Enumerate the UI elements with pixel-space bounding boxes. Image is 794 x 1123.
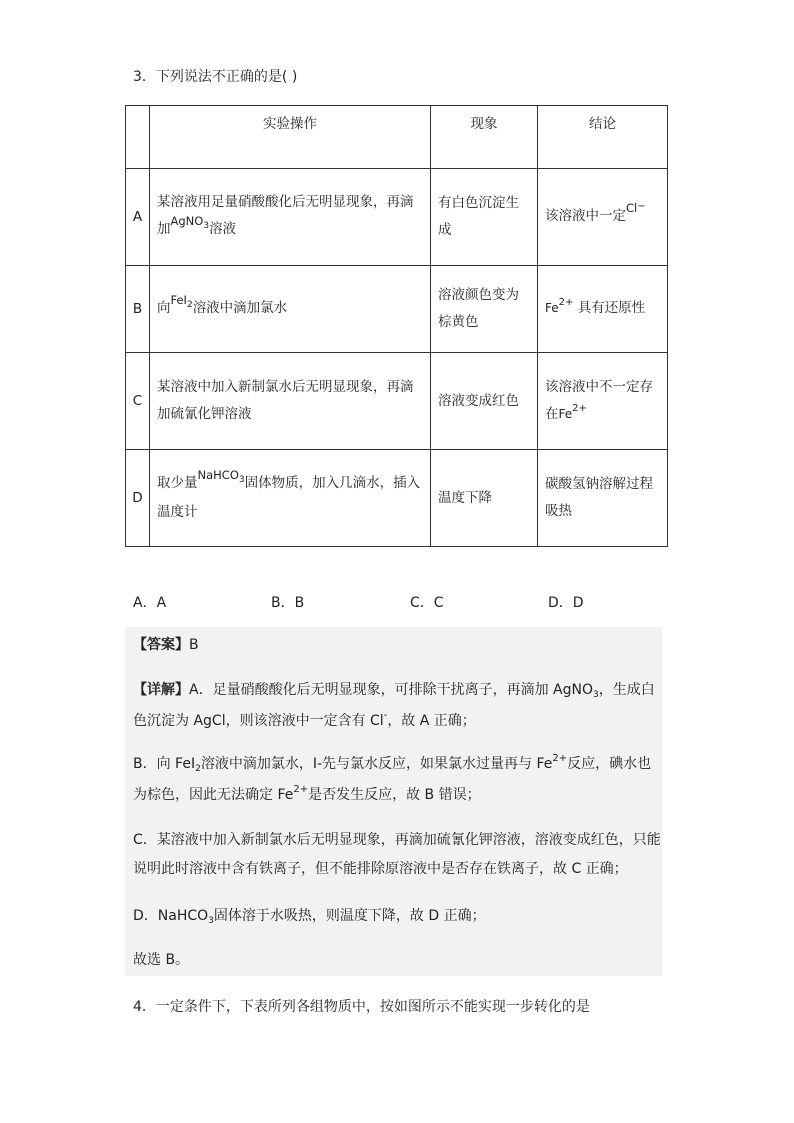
question-4-title: 4．一定条件下，下表所列各组物质中，按如图所示不能实现一步转化的是	[133, 999, 590, 1015]
answer-line	[133, 631, 665, 660]
row-operation: 向FeI$^2$溶液中滴加氯水	[150, 266, 431, 353]
row-phenomenon: 溶液颜色变为棕黄色	[431, 266, 538, 353]
header-conclusion: 结论	[538, 106, 668, 169]
conclusion: 故选 B。	[133, 952, 190, 968]
table-row-d	[126, 450, 668, 547]
detail-label: 【详解】	[133, 682, 189, 698]
detail-c: C．某溶液中加入新制氯水后无明显现象，再滴加硫氰化钾溶液，溶液变成红色，只能说明此时溶液中含有铁离子，但不能排除原溶液中是否存在铁离子，故 C 正确；	[133, 832, 661, 877]
detail-d: D．NaHCO$_3$固体溶于水吸热，则温度下降，故 D 正确；	[133, 908, 486, 926]
row-operation: 某溶液中加入新制氯水后无明显现象，再滴加硫氰化钾溶液	[150, 353, 431, 450]
choice-a[interactable]: A．A	[133, 595, 167, 611]
row-label: B	[126, 266, 150, 353]
row-operation: 取少量NaHCO$^3$固体物质，加入几滴水，插入温度计	[150, 450, 431, 547]
table-row-a	[126, 169, 668, 266]
table-header-row	[126, 106, 668, 169]
header-blank	[126, 106, 150, 169]
table-row-c	[126, 353, 668, 450]
row-label: D	[126, 450, 150, 547]
table-row-b	[126, 266, 668, 353]
experiment-table	[125, 105, 668, 547]
answer-value: B	[189, 637, 199, 653]
row-operation: 某溶液用足量硝酸酸化后无明显现象，再滴加AgNO$^3$溶液	[150, 169, 431, 266]
row-phenomenon: 有白色沉淀生成	[431, 169, 538, 266]
answer-label: 【答案】	[133, 637, 189, 653]
row-conclusion: 该溶液中一定Cl−	[538, 169, 668, 266]
detail-a: 【详解】A．足量硝酸酸化后无明显现象，可排除干扰离子，再滴加 AgNO$_3$，生成白色沉淀为 AgCl，则该溶液中一定含有 Cl-，故 A 正确；	[133, 682, 655, 729]
row-label: C	[126, 353, 150, 450]
row-phenomenon: 温度下降	[431, 450, 538, 547]
detail-b: B．向 FeI$_2$溶液中滴加氯水，I-先与氯水反应，如果氯水过量再与 $Fe^{2+}$反应，碘水也为棕色，因此无法确定 $Fe^{2+}$是否发生反应，故 B 错误；	[133, 753, 652, 803]
choice-b[interactable]: B．B	[271, 595, 305, 611]
row-conclusion: 碳酸氢钠溶解过程吸热	[538, 450, 668, 547]
row-label: A	[126, 169, 150, 266]
choice-c[interactable]: C．C	[410, 595, 444, 611]
choice-d[interactable]: D．D	[548, 595, 584, 611]
row-conclusion: 该溶液中不一定存在$Fe^{2+}$	[538, 353, 668, 450]
row-phenomenon: 溶液变成红色	[431, 353, 538, 450]
question-3-title: 3．下列说法不正确的是( )	[133, 69, 298, 85]
header-phenomenon: 现象	[431, 106, 538, 169]
header-operation: 实验操作	[150, 106, 431, 169]
row-conclusion: $Fe^{2+}$ 具有还原性	[538, 266, 668, 353]
